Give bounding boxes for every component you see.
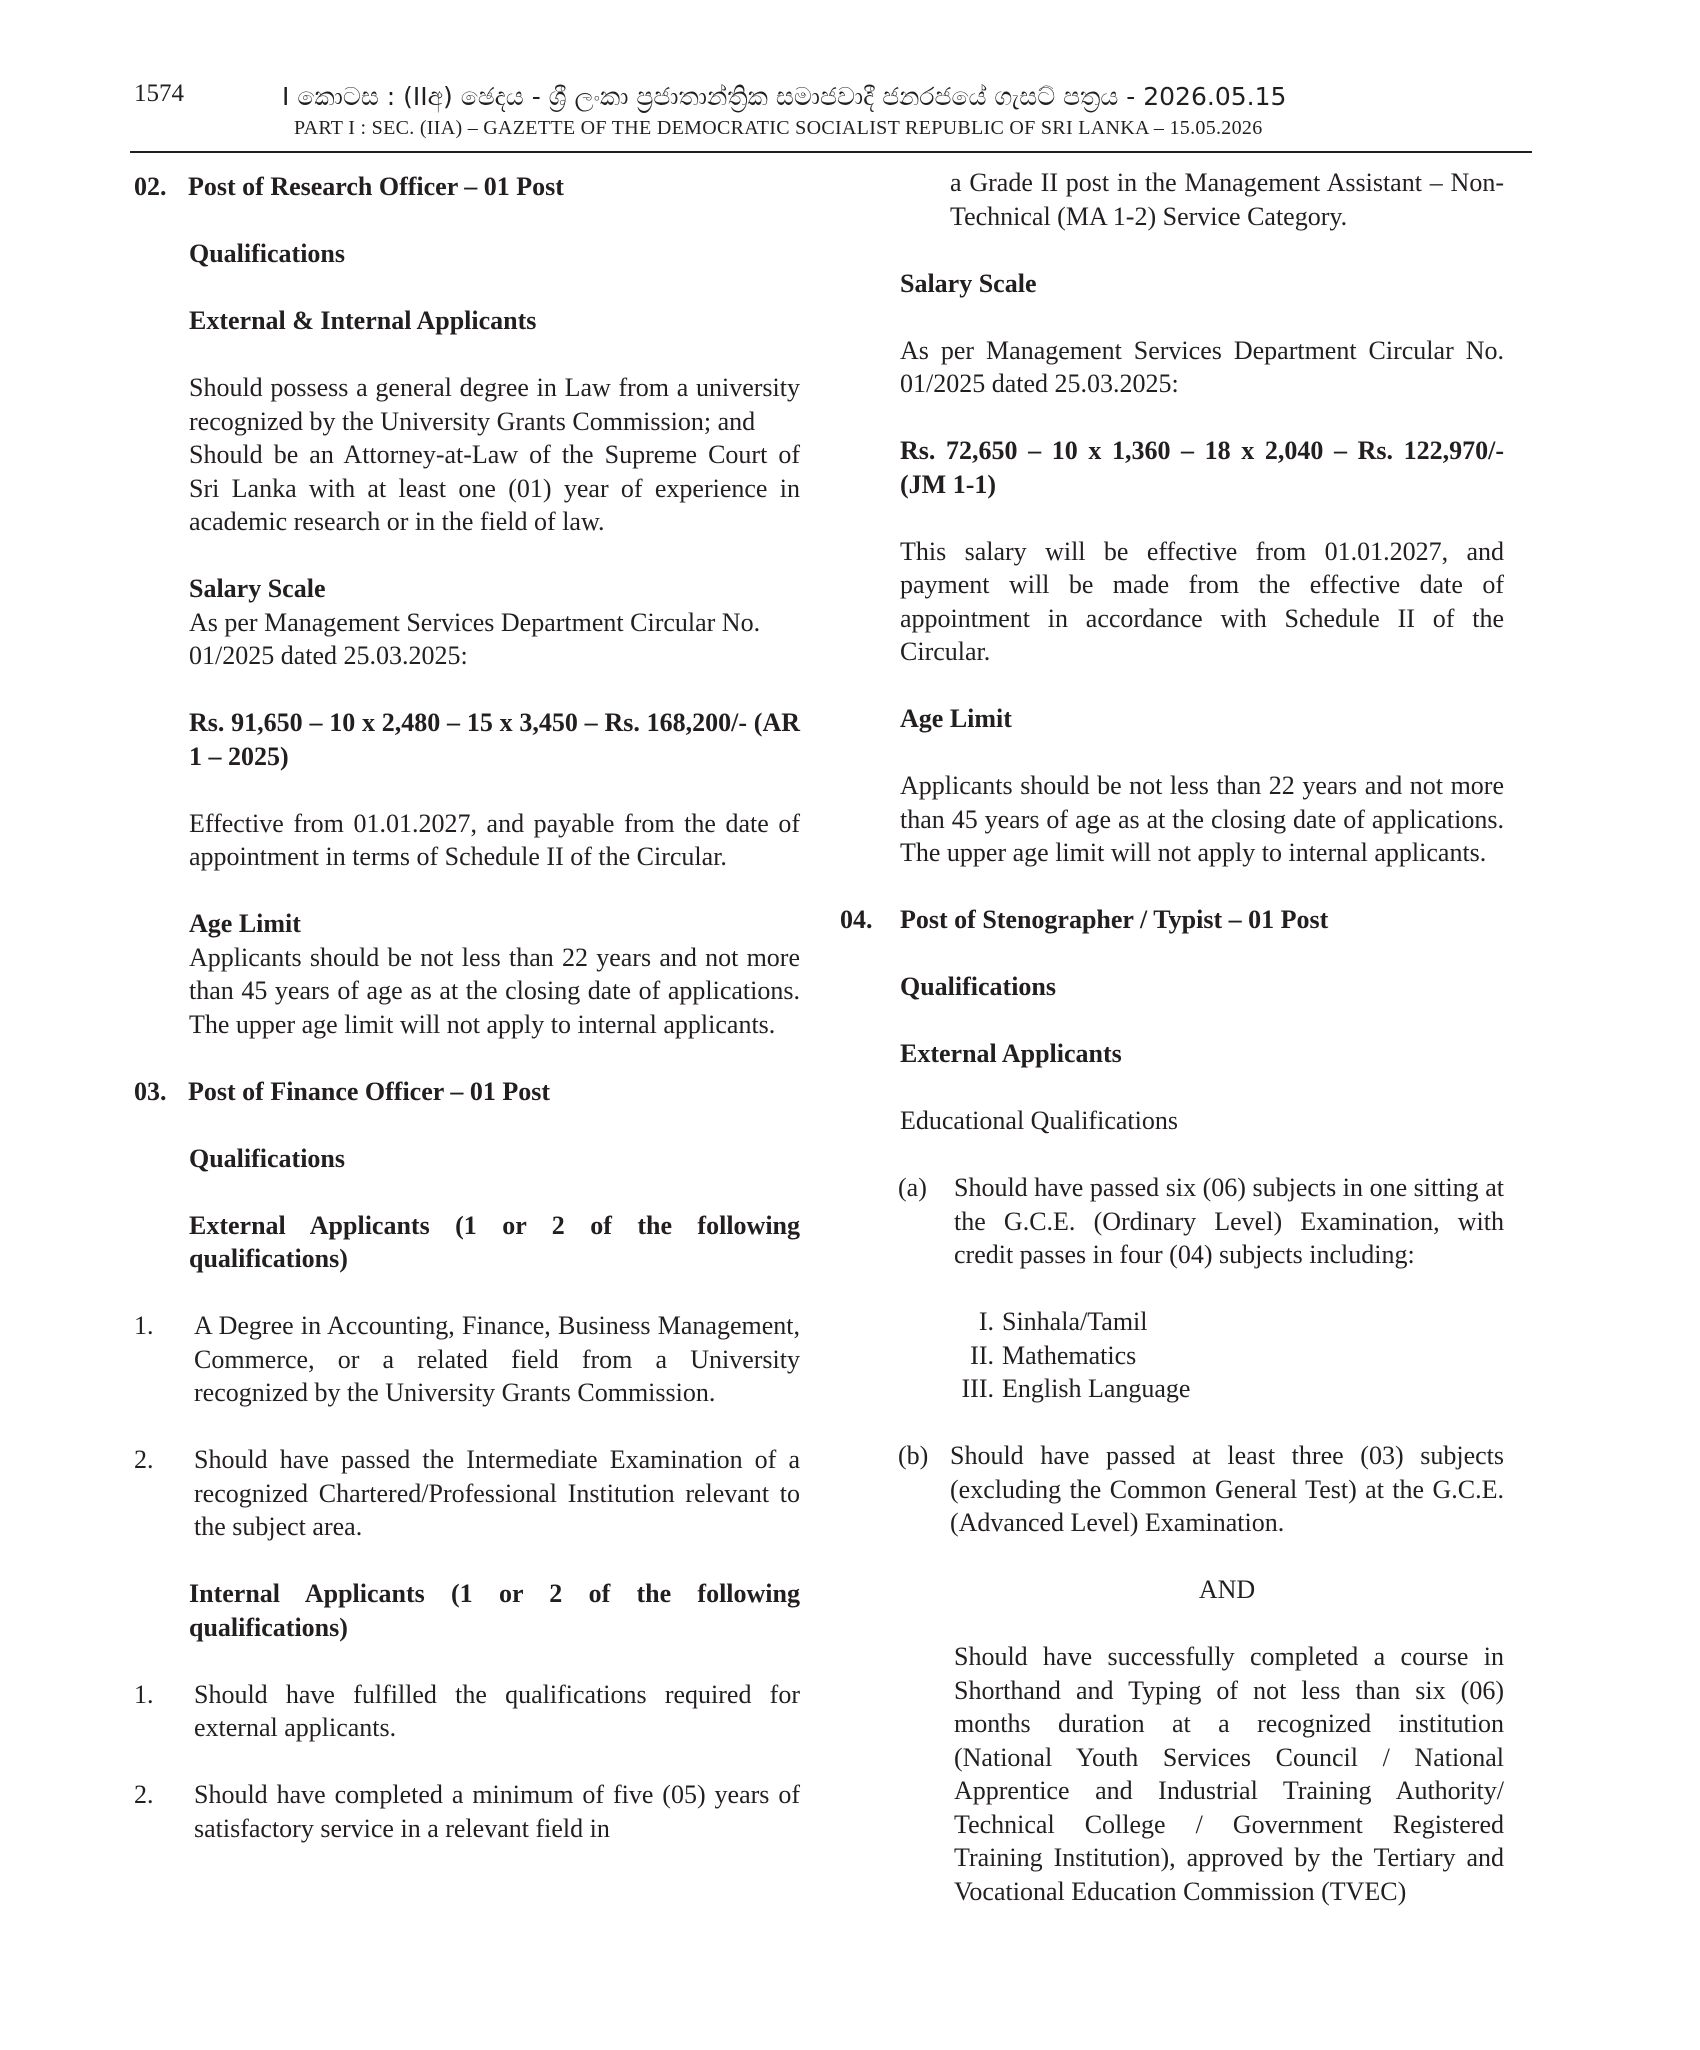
age-limit-text: Applicants should be not less than 22 years and not more than 45 years of age as at the closing date of applications. The upper age limit will not apply to internal applicants. xyxy=(189,942,800,1039)
qualifications-heading: Qualifications xyxy=(189,239,346,268)
section-heading: Post of Research Officer – 01 Post xyxy=(188,172,564,201)
list-item xyxy=(134,1778,800,1845)
section-heading: Post of Finance Officer – 01 Post xyxy=(188,1076,550,1106)
qualification-item-a xyxy=(898,1171,1504,1272)
qualification-item-b xyxy=(898,1439,1504,1540)
salary-heading: Salary Scale xyxy=(900,268,1037,298)
gazette-title-english: PART I : SEC. (IIA) – GAZETTE OF THE DEMOCRATIC SOCIALIST REPUBLIC OF SRI LANKA – 15.05.2026 xyxy=(294,117,1263,139)
list-item-text: Should have completed a minimum of five (05) years of satisfactory service in a relevant field in xyxy=(194,1780,800,1843)
list-marker: 1. xyxy=(134,1311,154,1340)
header-divider xyxy=(130,151,1532,153)
course-requirement-text: Should have successfully completed a course in Shorthand and Typing of not less than six (06) months duration at a recognized institution (National Youth Services Council / National Apprentice and Industrial Training Authority/ Technical College / Government Registered Training Institution), approved by the Tertiary and Vocational Education Commission (TVEC) xyxy=(954,1642,1504,1906)
continuation-text: a Grade II post in the Management Assistant – Non-Technical (MA 1-2) Service Category. xyxy=(950,168,1504,231)
list-item xyxy=(134,1309,800,1410)
list-marker: I. xyxy=(978,1307,994,1336)
section-number: 03. xyxy=(134,1076,167,1106)
subject-name: Mathematics xyxy=(1002,1340,1137,1370)
subject-item xyxy=(898,1305,1504,1339)
list-item xyxy=(134,1443,800,1544)
list-marker: II. xyxy=(970,1340,994,1370)
qualifications-heading: Qualifications xyxy=(900,972,1057,1001)
salary-scale: Rs. 91,650 – 10 x 2,480 – 15 x 3,450 – Rs. 168,200/- (AR 1 – 2025) xyxy=(189,708,800,771)
list-marker: 1. xyxy=(134,1679,154,1709)
section-number: 04. xyxy=(840,905,873,934)
right-column xyxy=(840,166,1504,1908)
internal-applicants-heading: Internal Applicants (1 or 2 of the following qualifications) xyxy=(189,1579,800,1642)
list-marker: (a) xyxy=(898,1173,927,1202)
list-marker: III. xyxy=(961,1374,994,1403)
section-number: 02. xyxy=(134,172,167,201)
age-limit-text: Applicants should be not less than 22 years and not more than 45 years of age as at the closing date of applications. The upper age limit will not apply to internal applicants. xyxy=(900,771,1504,867)
left-column xyxy=(134,170,800,1845)
list-marker: 2. xyxy=(134,1445,154,1474)
list-item-text: Should have passed the Intermediate Examination of a recognized Chartered/Professional Institution relevant to the subject area. xyxy=(194,1445,800,1541)
page-number: 1574 xyxy=(134,80,184,107)
external-applicants-heading: External Applicants xyxy=(900,1039,1122,1068)
salary-scale: Rs. 72,650 – 10 x 1,360 – 18 x 2,040 – Rs. 122,970/- (JM 1-1) xyxy=(900,436,1504,499)
qualifications-heading: Qualifications xyxy=(189,1143,346,1173)
list-item-text: Should have passed six (06) subjects in one sitting at the G.C.E. (Ordinary Level) Examination, with credit passes in four (04) subjects including: xyxy=(954,1173,1504,1269)
list-item xyxy=(134,1678,800,1745)
applicants-heading: External & Internal Applicants xyxy=(189,306,537,335)
subject-name: English Language xyxy=(1002,1374,1191,1403)
list-item-text: A Degree in Accounting, Finance, Business Management, Commerce, or a related field from a University recognized by the University Grants Commission. xyxy=(194,1311,800,1407)
section-02-title xyxy=(134,170,800,204)
section-heading: Post of Stenographer / Typist – 01 Post xyxy=(900,905,1329,934)
external-applicants-heading: External Applicants (1 or 2 of the following qualifications) xyxy=(189,1210,800,1273)
section-03-title xyxy=(134,1075,800,1109)
section-04-title xyxy=(840,903,1504,937)
salary-circular-text: As per Management Services Department Circular No. 01/2025 dated 25.03.2025: xyxy=(189,607,761,670)
educational-qualifications-heading: Educational Qualifications xyxy=(900,1106,1178,1135)
and-separator: AND xyxy=(1198,1575,1256,1604)
salary-effective-text: This salary will be effective from 01.01.2027, and payment will be made from the effective date of appointment in accordance with Schedule II of the Circular. xyxy=(900,536,1504,666)
qualification-paragraph: Should possess a general degree in Law from a university recognized by the University Grants Commission; and xyxy=(189,373,800,436)
salary-effective-text: Effective from 01.01.2027, and payable from the date of appointment in terms of Schedule II of the Circular. xyxy=(189,808,800,871)
salary-circular-text: As per Management Services Department Circular No. 01/2025 dated 25.03.2025: xyxy=(900,335,1504,398)
age-limit-heading: Age Limit xyxy=(189,909,301,938)
external-qualifications-list xyxy=(134,1309,800,1544)
subject-name: Sinhala/Tamil xyxy=(1002,1307,1148,1336)
subject-item xyxy=(898,1339,1504,1373)
list-marker: 2. xyxy=(134,1780,154,1809)
list-item-text: Should have passed at least three (03) subjects (excluding the Common General Test) at the G.C.E. (Advanced Level) Examination. xyxy=(950,1441,1504,1537)
gazette-title-sinhala: I කොටස : (IIඅ) ඡෙදය - ශ්‍රී ලංකා ප්‍රජාතාන්ත්‍රික සමාජවාදී ජනරජයේ ගැසට් පත්‍රය - 2026.05.15 xyxy=(282,82,1287,111)
list-marker: (b) xyxy=(898,1441,929,1470)
salary-heading: Salary Scale xyxy=(189,574,326,603)
qualification-paragraph: Should be an Attorney-at-Law of the Supreme Court of Sri Lanka with at least one (01) year of experience in academic research or in the field of law. xyxy=(189,440,800,536)
subjects-list xyxy=(898,1305,1504,1406)
list-item-text: Should have fulfilled the qualifications required for external applicants. xyxy=(194,1679,800,1742)
subject-item xyxy=(898,1372,1504,1406)
internal-qualifications-list xyxy=(134,1678,800,1846)
age-limit-heading: Age Limit xyxy=(900,704,1012,733)
